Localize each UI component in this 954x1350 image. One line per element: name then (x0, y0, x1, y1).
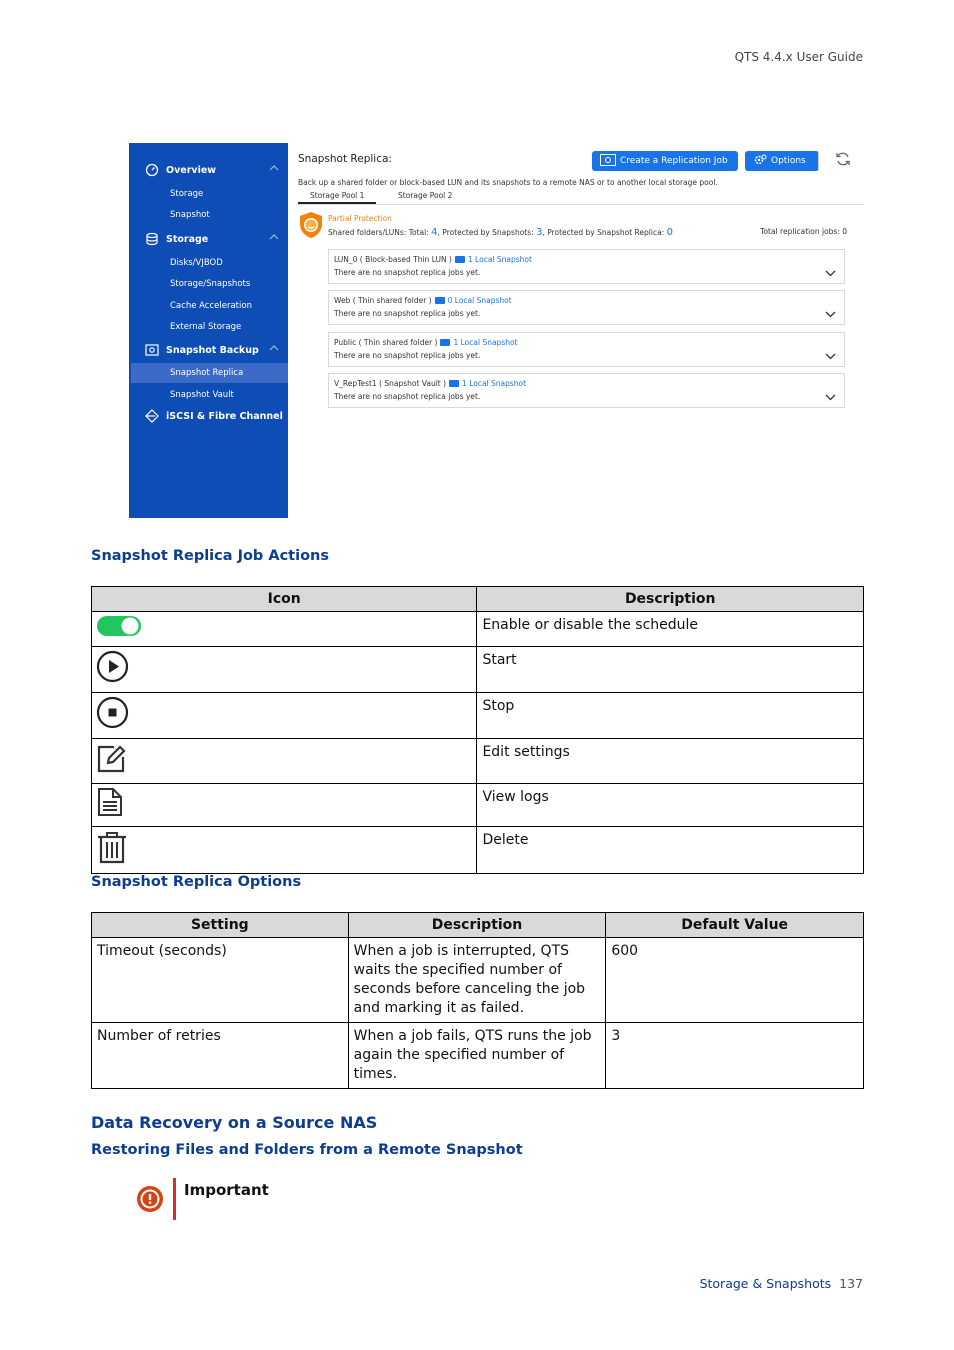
action-description: Stop (477, 693, 864, 739)
sidebar-group-storage[interactable] (129, 229, 288, 249)
sidebar-item-snapshot[interactable]: Snapshot (170, 210, 210, 220)
option-description: When a job fails, QTS runs the job again the specified number of times. (348, 1023, 606, 1089)
table-header: Setting (92, 913, 349, 938)
job-name: Public ( Thin shared folder ) (334, 338, 438, 347)
sidebar-group-iscsi[interactable] (129, 406, 288, 426)
section-heading-recovery: Data Recovery on a Source NAS (91, 1113, 378, 1132)
section-heading-options: Snapshot Replica Options (91, 874, 302, 890)
stats-replica-label: Protected by Snapshot Replica: (547, 228, 665, 237)
log-icon (96, 805, 124, 821)
job-card[interactable] (328, 373, 845, 408)
job-actions-table (91, 586, 864, 874)
database-icon (144, 231, 160, 247)
option-default: 3 (606, 1023, 864, 1089)
option-description: When a job is interrupted, QTS waits the specified number of seconds before canceling the job and marking it as failed. (348, 938, 606, 1023)
sidebar-group-snapshot-backup[interactable] (129, 340, 288, 360)
chevron-up-icon[interactable] (269, 344, 279, 355)
sidebar-item-storage-overview[interactable]: Storage (170, 189, 204, 199)
job-snapshot-link[interactable]: 1 Local Snapshot (462, 379, 527, 388)
sidebar-item-snapshot-replica[interactable]: Snapshot Replica (131, 363, 288, 383)
job-status: There are no snapshot replica jobs yet. (334, 392, 481, 401)
sidebar-group-label: Overview (166, 164, 217, 176)
create-button-label: Create a Replication Job (620, 156, 728, 166)
stats-total-value: 4 (431, 227, 438, 238)
important-icon (133, 1178, 167, 1216)
trash-icon (96, 852, 128, 868)
page-header: QTS 4.4.x User Guide (734, 50, 863, 64)
toolbar-divider (818, 152, 819, 170)
snapshot-badge-icon (455, 256, 465, 263)
stats-snapshots-label: Protected by Snapshots: (442, 228, 534, 237)
icon-cell (92, 827, 477, 874)
job-status: There are no snapshot replica jobs yet. (334, 351, 481, 360)
section-heading-restoring: Restoring Files and Folders from a Remote Snapshot (91, 1142, 523, 1158)
action-description: View logs (477, 784, 864, 827)
chevron-down-icon[interactable] (825, 386, 836, 405)
important-label: Important (184, 1181, 269, 1199)
tab-storage-pool-1[interactable]: Storage Pool 1 (298, 191, 376, 204)
ui-screenshot (129, 143, 865, 519)
table-header-row (92, 587, 864, 612)
action-description: Enable or disable the schedule (477, 612, 864, 647)
page-number: 137 (839, 1276, 863, 1291)
refresh-icon[interactable] (835, 151, 851, 171)
table-header-row (92, 913, 864, 938)
snapshot-badge-icon (440, 339, 450, 346)
stats-replica-value: 0 (666, 227, 673, 238)
icon-cell (92, 612, 477, 647)
stop-icon (96, 717, 129, 733)
job-status: There are no snapshot replica jobs yet. (334, 309, 481, 318)
snapshot-badge-icon (435, 297, 445, 304)
chevron-down-icon[interactable] (825, 303, 836, 322)
sidebar-group-label: Snapshot Backup (166, 344, 259, 356)
play-icon (96, 671, 129, 687)
job-snapshot-link[interactable]: 1 Local Snapshot (453, 338, 518, 347)
action-description: Delete (477, 827, 864, 874)
job-card[interactable] (328, 249, 845, 284)
table-header: Description (348, 913, 606, 938)
option-default: 600 (606, 938, 864, 1023)
job-snapshot-link[interactable]: 0 Local Snapshot (447, 296, 512, 305)
important-divider (173, 1178, 176, 1220)
table-header: Default Value (606, 913, 864, 938)
action-description: Edit settings (477, 739, 864, 784)
sidebar-group-overview[interactable] (129, 160, 288, 180)
table-row (92, 1023, 864, 1089)
chevron-down-icon[interactable] (825, 262, 836, 281)
total-replication-jobs: Total replication jobs: 0 (760, 227, 847, 236)
sidebar-item-external[interactable]: External Storage (170, 322, 242, 332)
sidebar-item-cache[interactable]: Cache Acceleration (170, 301, 252, 311)
replication-icon (600, 154, 616, 169)
sidebar-item-storage-snapshots[interactable]: Storage/Snapshots (170, 279, 251, 289)
table-row (92, 827, 864, 874)
job-name: LUN_0 ( Block-based Thin LUN ) (334, 255, 452, 264)
storage-pool-tabs (298, 190, 864, 205)
job-name: V_RepTest1 ( Snapshot Vault ) (334, 379, 447, 388)
options-button[interactable] (745, 151, 819, 171)
sidebar (129, 143, 288, 518)
replica-options-table (91, 912, 864, 1089)
stats-snapshots-value: 3 (536, 227, 543, 238)
main-panel (288, 143, 865, 519)
snapshot-backup-icon (144, 342, 160, 358)
page-footer (700, 1276, 863, 1291)
job-card[interactable] (328, 290, 845, 325)
chevron-up-icon[interactable] (269, 233, 279, 244)
action-description: Start (477, 647, 864, 693)
gauge-icon (144, 162, 160, 178)
job-snapshot-link[interactable]: 1 Local Snapshot (467, 255, 532, 264)
snapshot-badge-icon (449, 380, 459, 387)
stats-total-label: Shared folders/LUNs: Total: (328, 228, 429, 237)
chevron-down-icon[interactable] (825, 345, 836, 364)
table-header: Icon (92, 587, 477, 612)
panel-title: Snapshot Replica: (298, 153, 392, 165)
footer-section: Storage & Snapshots (699, 1276, 832, 1291)
option-setting: Timeout (seconds) (92, 938, 349, 1023)
gear-icon (753, 154, 767, 169)
icon-cell (92, 739, 477, 784)
table-row (92, 784, 864, 827)
table-header: Description (477, 587, 864, 612)
sidebar-item-disks[interactable]: Disks/VJBOD (170, 258, 223, 268)
job-name: Web ( Thin shared folder ) (334, 296, 432, 305)
panel-description: Back up a shared folder or block-based LUN and its snapshots to a remote NAS or to another local storage pool. (298, 178, 718, 187)
tab-storage-pool-2[interactable]: Storage Pool 2 (398, 191, 453, 200)
edit-icon (96, 762, 128, 778)
icon-cell (92, 647, 477, 693)
table-row (92, 693, 864, 739)
icon-cell (92, 693, 477, 739)
table-row (92, 739, 864, 784)
job-status: There are no snapshot replica jobs yet. (334, 268, 481, 277)
toggle-icon (96, 625, 142, 641)
protection-status: Partial Protection (328, 214, 392, 223)
options-button-label: Options (771, 156, 806, 166)
protection-stats: Shared folders/LUNs: Total: 4, Protected by Snapshots: 3, Protected by Snapshot Replica: 0 (328, 227, 673, 238)
sidebar-item-snapshot-vault[interactable]: Snapshot Vault (170, 390, 234, 400)
section-heading-job-actions: Snapshot Replica Job Actions (91, 548, 329, 564)
table-row (92, 612, 864, 647)
shield-warning-icon (299, 211, 323, 243)
sidebar-group-label: Storage (166, 233, 209, 245)
table-row (92, 647, 864, 693)
chevron-up-icon[interactable] (269, 164, 279, 175)
option-setting: Number of retries (92, 1023, 349, 1089)
icon-cell (92, 784, 477, 827)
job-card[interactable] (328, 332, 845, 367)
table-row (92, 938, 864, 1023)
create-replication-job-button[interactable] (592, 151, 738, 171)
iscsi-icon (144, 408, 160, 424)
sidebar-group-label: iSCSI & Fibre Channel (166, 410, 283, 422)
